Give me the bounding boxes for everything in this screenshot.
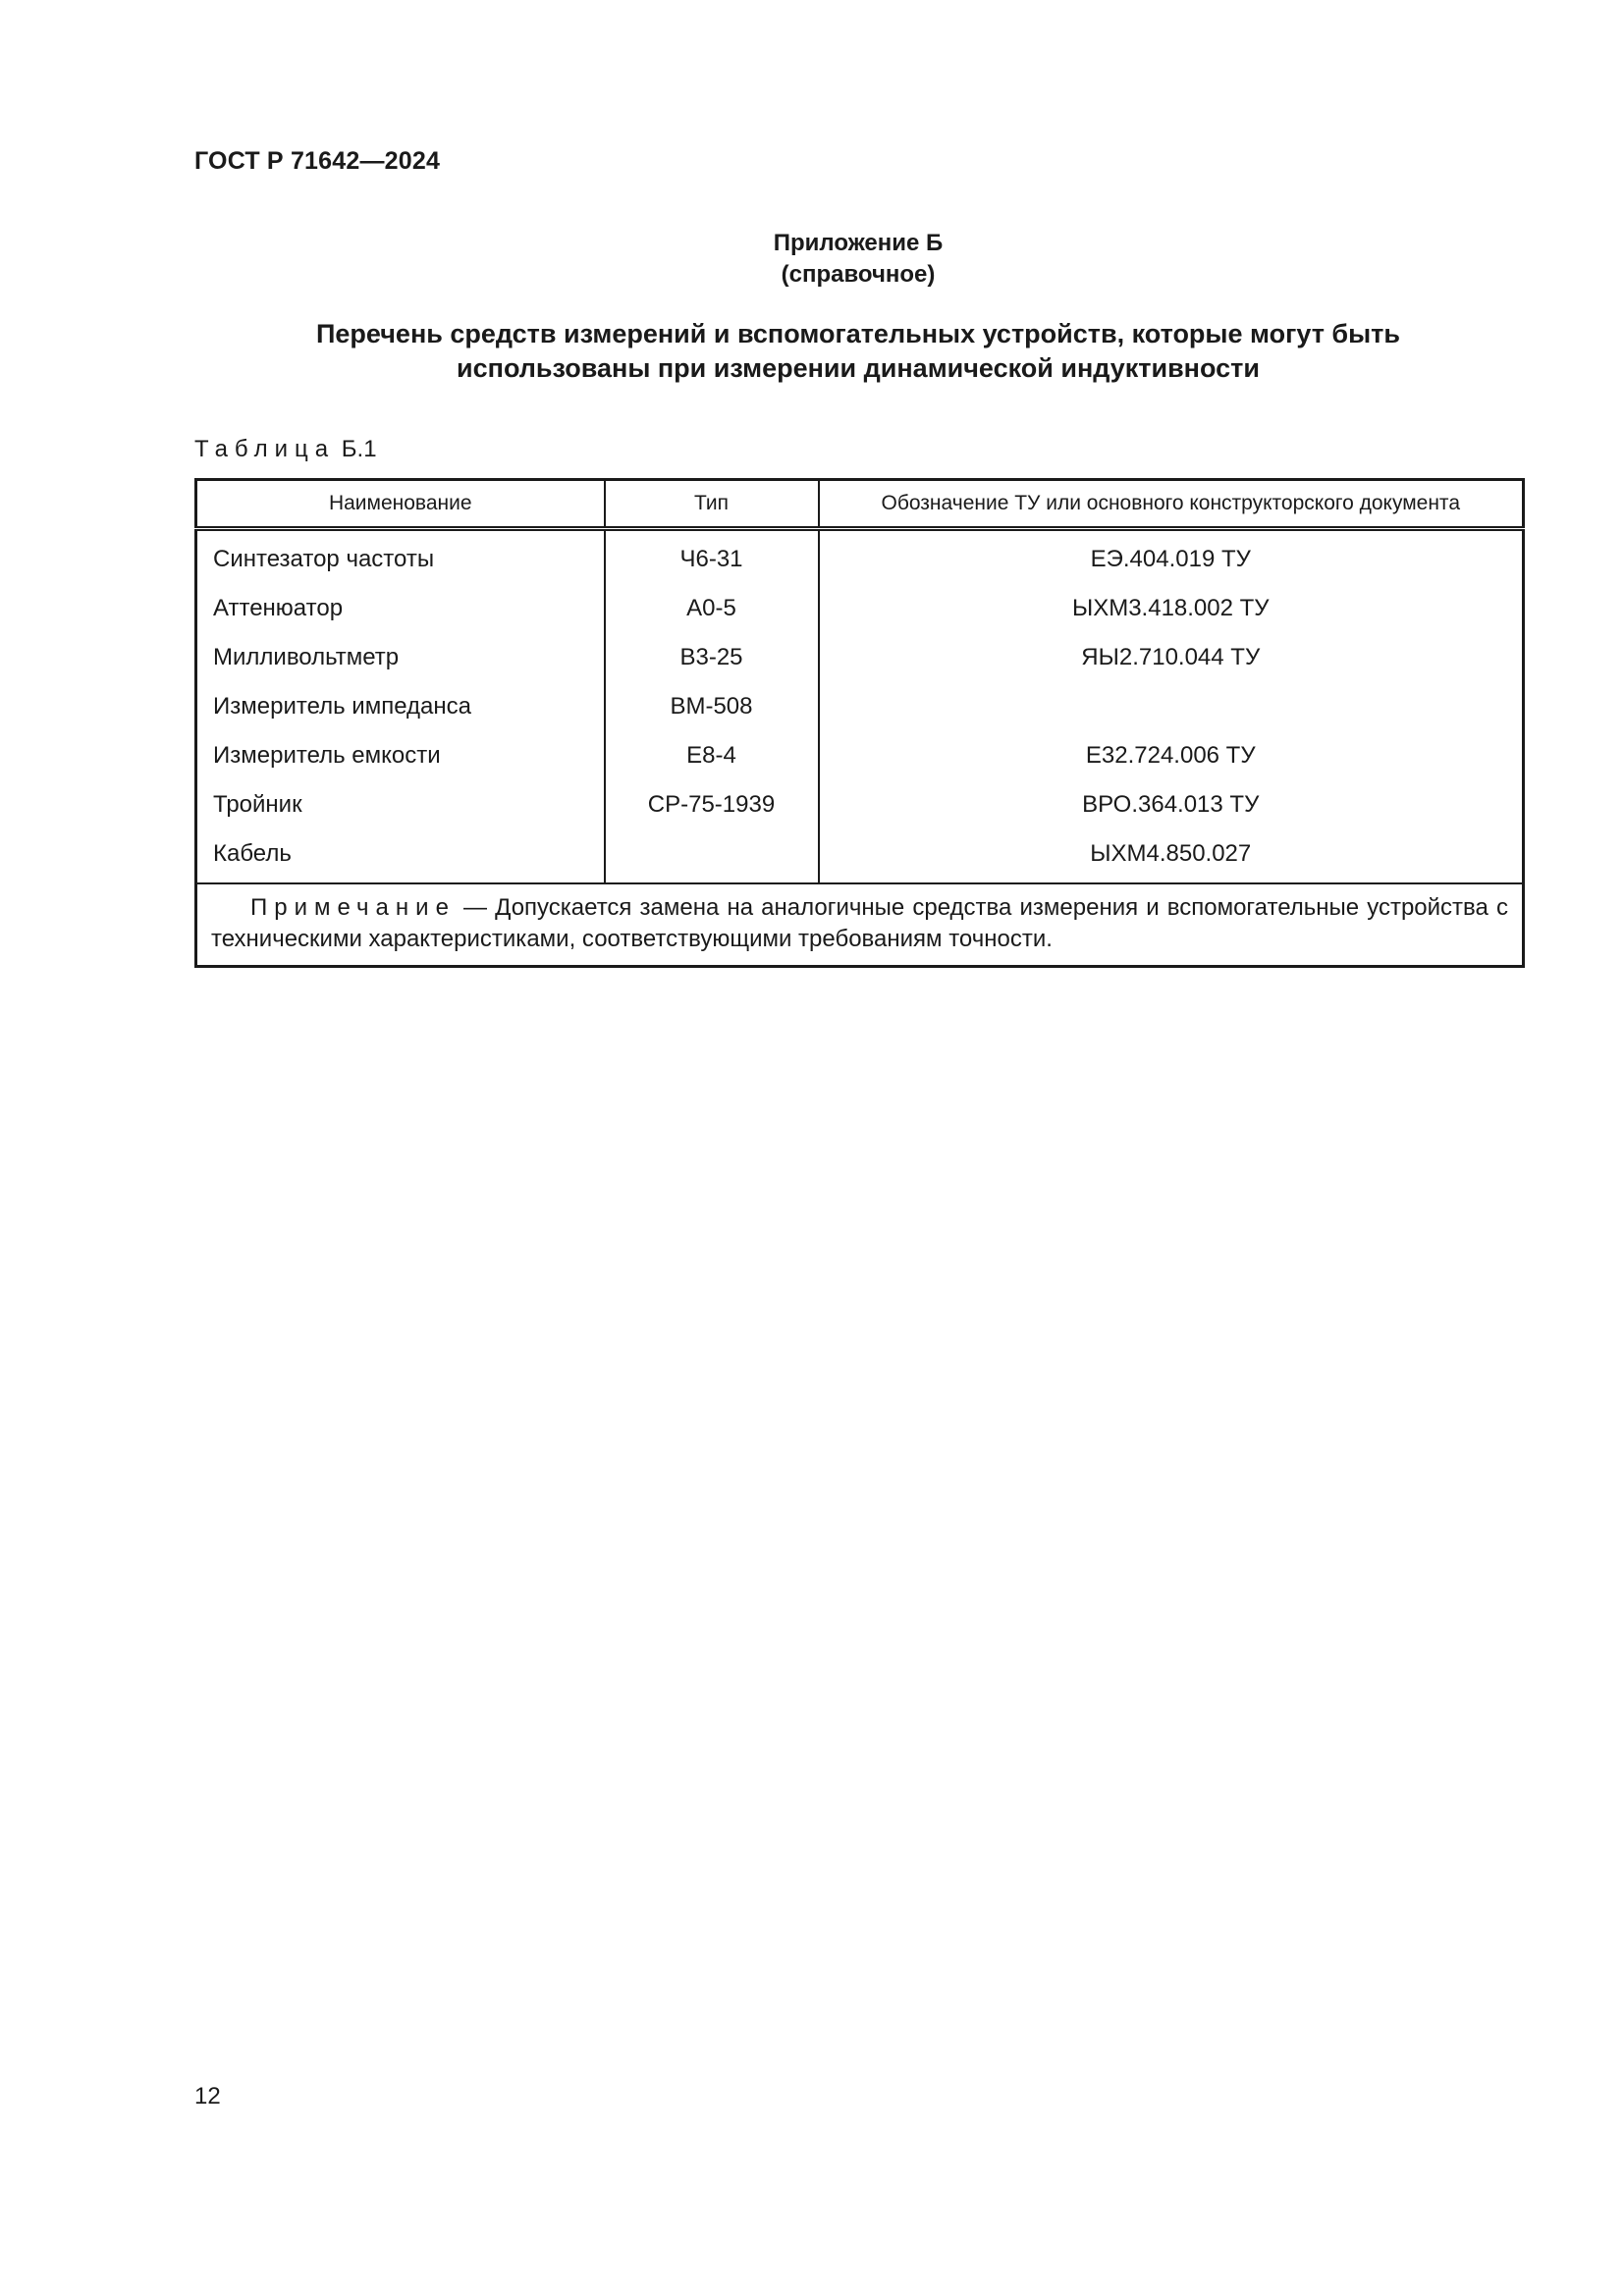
table-row <box>196 731 1524 780</box>
cell-name: Тройник <box>213 791 302 818</box>
note-label: Примечание <box>250 894 456 921</box>
cell-designation: ВРО.364.013 ТУ <box>819 780 1524 829</box>
cell-designation <box>819 682 1524 731</box>
cell-name: Аттенюатор <box>213 595 344 621</box>
cell-designation: ЕЭ.404.019 ТУ <box>819 529 1524 585</box>
cell-name: Измеритель импеданса <box>213 693 471 720</box>
table-row <box>196 682 1524 731</box>
cell-name: Измеритель емкости <box>213 742 441 769</box>
section-title-line-2: использованы при измерении динамической индуктивности <box>457 353 1260 383</box>
cell-type: Е8-4 <box>605 731 819 780</box>
table-row <box>196 780 1524 829</box>
cell-name: Синтезатор частоты <box>213 546 435 572</box>
cell-name: Кабель <box>213 840 292 867</box>
document-code: ГОСТ Р 71642—2024 <box>194 147 441 175</box>
page-number: 12 <box>194 2083 221 2109</box>
column-header-designation: Обозначение ТУ или основного конструкторского документа <box>819 480 1524 529</box>
cell-name: Милливольтметр <box>213 644 400 670</box>
table-caption <box>194 436 377 463</box>
cell-designation: Е32.724.006 ТУ <box>819 731 1524 780</box>
table-row <box>196 529 1524 585</box>
cell-designation: ЯЫ2.710.044 ТУ <box>819 633 1524 682</box>
cell-type: ВМ-508 <box>605 682 819 731</box>
cell-type: В3-25 <box>605 633 819 682</box>
appendix-title: Приложение Б <box>773 230 944 256</box>
table-row <box>196 633 1524 682</box>
cell-type: СР-75-1939 <box>605 780 819 829</box>
appendix-status: (справочное) <box>781 261 936 288</box>
table-row <box>196 829 1524 883</box>
table-row <box>196 584 1524 633</box>
table-caption-word: Таблица <box>194 436 336 462</box>
cell-type: Ч6-31 <box>605 529 819 585</box>
cell-type: А0-5 <box>605 584 819 633</box>
table-note <box>196 883 1524 967</box>
note-text: — Допускается замена на аналогичные средства измерения и вспомогательные устройства с техническими характеристиками, соответствующими требованиям точности. <box>211 894 1508 952</box>
cell-type <box>605 829 819 883</box>
table-note-row <box>196 883 1524 967</box>
table-header-row <box>196 480 1524 529</box>
section-title <box>194 317 1522 386</box>
column-header-type: Тип <box>605 480 819 529</box>
table-caption-number: Б.1 <box>341 436 377 462</box>
equipment-table <box>194 478 1525 968</box>
column-header-name: Наименование <box>196 480 605 529</box>
cell-designation: ЫХМ4.850.027 <box>819 829 1524 883</box>
appendix-heading <box>194 228 1522 291</box>
section-title-line-1: Перечень средств измерений и вспомогательных устройств, которые могут быть <box>316 319 1400 348</box>
cell-designation: ЫХМ3.418.002 ТУ <box>819 584 1524 633</box>
